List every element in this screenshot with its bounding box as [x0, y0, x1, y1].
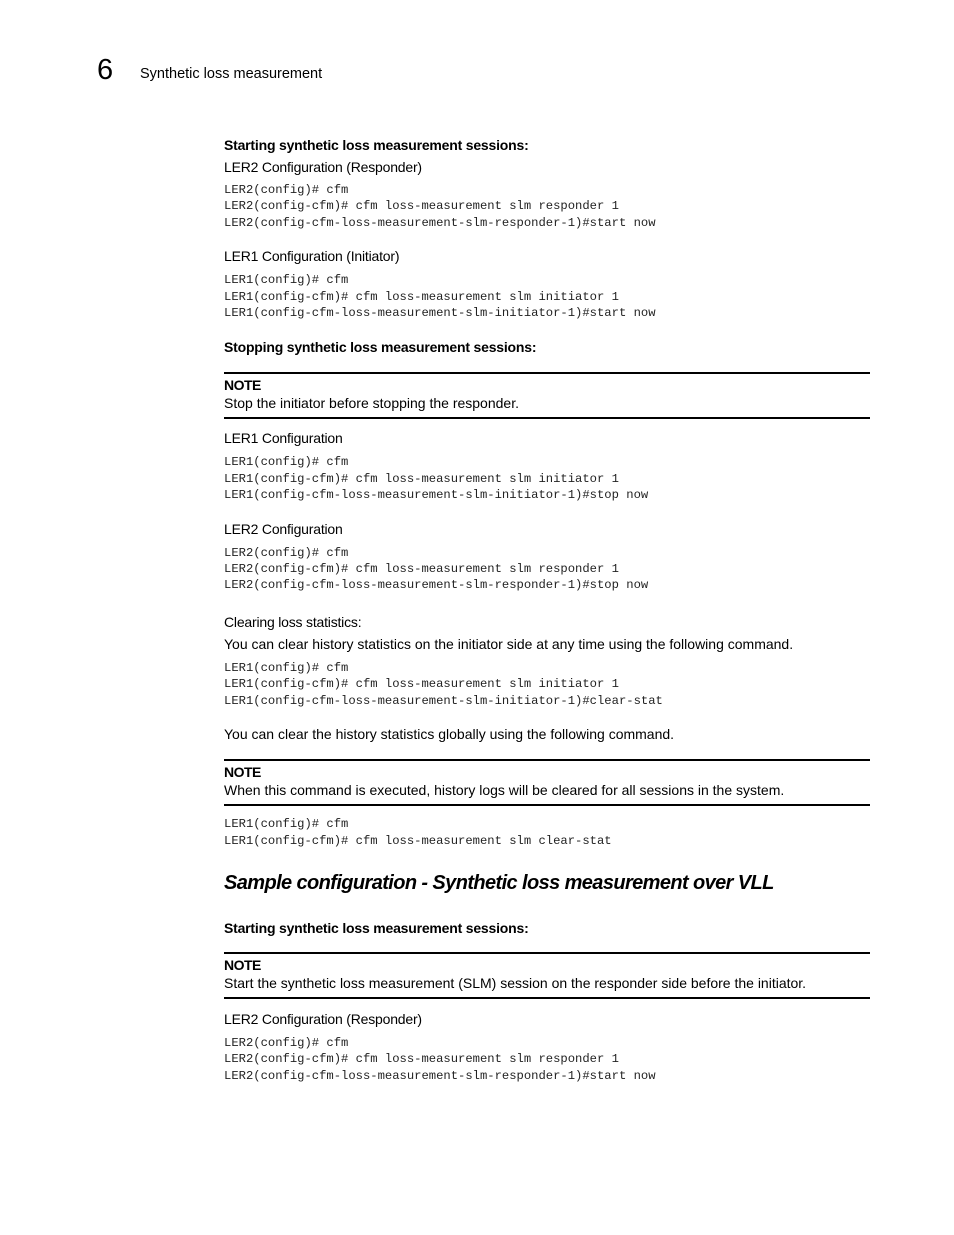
section-heading-stopping: Stopping synthetic loss measurement sessions:: [224, 339, 537, 356]
note-label: NOTE: [224, 764, 261, 781]
section-heading-starting: Starting synthetic loss measurement sessions:: [224, 137, 529, 153]
note-label: NOTE: [224, 956, 261, 973]
ler1-initiator-heading: LER1 Configuration (Initiator): [224, 248, 400, 265]
page-content: [224, 136, 870, 1084]
section-heading-clearing: Clearing loss statistics:: [224, 613, 362, 630]
note-box-start-order: [224, 952, 870, 999]
note-box-clear: [224, 759, 870, 806]
section-title-vll: Sample configuration - Synthetic loss measurement over VLL: [224, 871, 774, 894]
code-block-ler2-start-vll: LER2(config)# cfm LER2(config-cfm)# cfm loss-measurement slm responder 1 LER2(config-cfm-loss-measurement-slm-responder-1)#start now: [224, 1035, 656, 1083]
paragraph-clear-global: You can clear the history statistics globally using the following command.: [224, 726, 675, 743]
code-block-ler1-stop: LER1(config)# cfm LER1(config-cfm)# cfm loss-measurement slm initiator 1 LER1(config-cfm-loss-measurement-slm-initiator-1)#stop now: [224, 455, 649, 503]
code-block-ler2-stop: LER2(config)# cfm LER2(config-cfm)# cfm loss-measurement slm responder 1 LER2(config-cfm-loss-measurement-slm-responder-1)#stop now: [224, 545, 649, 593]
paragraph-clear-initiator: You can clear history statistics on the initiator side at any time using the following command.: [224, 635, 794, 652]
ler2-config-heading: LER2 Configuration: [224, 520, 343, 537]
chapter-title: Synthetic loss measurement: [140, 66, 323, 82]
code-block-ler1-clear: LER1(config)# cfm LER1(config-cfm)# cfm loss-measurement slm initiator 1 LER1(config-cfm-loss-measurement-slm-initiator-1)#clear-stat: [224, 660, 663, 708]
code-block-ler1-start: LER1(config)# cfm LER1(config-cfm)# cfm loss-measurement slm initiator 1 LER1(config-cfm-loss-measurement-slm-initiator-1)#start now: [224, 273, 656, 321]
ler2-responder-heading: LER2 Configuration (Responder): [224, 159, 422, 175]
code-block-ler2-start: LER2(config)# cfm LER2(config-cfm)# cfm loss-measurement slm responder 1 LER2(config-cfm-loss-measurement-slm-responder-1)#start now: [224, 183, 656, 230]
note-box-stop: [224, 372, 870, 419]
chapter-number: 6: [97, 54, 114, 86]
note-label: NOTE: [224, 377, 261, 394]
ler1-config-heading: LER1 Configuration: [224, 430, 343, 447]
code-block-clear-global: LER1(config)# cfm LER1(config-cfm)# cfm loss-measurement slm clear-stat: [224, 817, 612, 848]
ler2-responder-heading-vll: LER2 Configuration (Responder): [224, 1010, 422, 1027]
note-text: Start the synthetic loss measurement (SLM) session on the responder side before the initiator.: [224, 974, 807, 991]
section-heading-starting-vll: Starting synthetic loss measurement sessions:: [224, 919, 529, 936]
note-text: When this command is executed, history logs will be cleared for all sessions in the system.: [224, 782, 785, 799]
note-text: Stop the initiator before stopping the responder.: [224, 395, 519, 412]
